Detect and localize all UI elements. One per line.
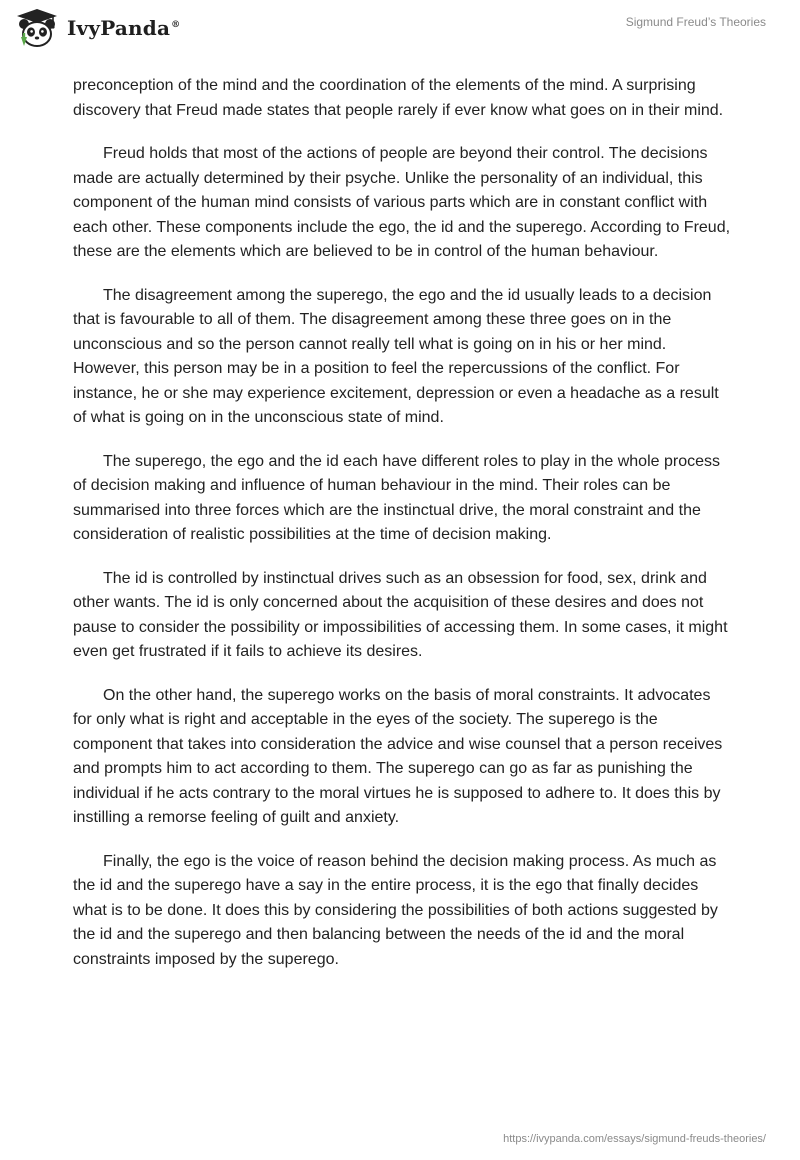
- brand-name: [67, 16, 180, 40]
- paragraph: The id is controlled by instinctual drives such as an obsession for food, sex, drink and other wants. The id is only concerned about the acquisition of these desires and does not pause to consider the possibility or impossibilities of accessing them. In some cases, it might even get frustrated if it fails to achieve its desires.: [73, 569, 728, 660]
- panda-logo-icon: [13, 7, 61, 49]
- brand-text: IvyPanda: [67, 16, 171, 40]
- essay-body: [73, 74, 733, 991]
- page-header: [0, 0, 800, 62]
- paragraph: On the other hand, the superego works on the basis of moral constraints. It advocates for only what is right and acceptable in the eyes of the society. The superego is the component that takes into consideration the advice and wise counsel that a person receives and prompts him to act according to them. The superego can go as far as punishing the individual if he acts contrary to the moral virtues he is supposed to adhere to. It does this by instilling a remorse feeling of guilt and anxiety.: [73, 686, 723, 826]
- paragraph: The disagreement among the superego, the ego and the id usually leads to a decision that is favourable to all of them. The disagreement among these three goes on in the unconscious and so the person cannot really tell what is going on in his or her mind. However, this person may be in a position to feel the repercussions of the conflict. For instance, he or she may experience excitement, depression or even a headache as a result of what is going on in the unconscious state of mind.: [73, 286, 719, 426]
- brand-logo[interactable]: [13, 7, 180, 49]
- paragraph: preconception of the mind and the coordination of the elements of the mind. A surprising discovery that Freud made states that people rarely if ever know what goes on in their mind.: [73, 77, 724, 119]
- paragraph: Finally, the ego is the voice of reason behind the decision making process. As much as the id and the superego have a say in the entire process, it is the ego that finally decides what is to be done. It does this by considering the possibilities of both actions suggested by the id and the superego and then balancing between the needs of the id and the moral constraints imposed by the superego.: [73, 852, 718, 968]
- trademark-mark: ®: [171, 20, 181, 31]
- paragraph: The superego, the ego and the id each have different roles to play in the whole process of decision making and influence of human behaviour in the mind. Their roles can be summarised into three forces which are the instinctual drive, the moral constraint and the consideration of realistic possibilities at the time of decision making.: [73, 452, 720, 543]
- document-title: Sigmund Freud’s Theories: [625, 15, 766, 29]
- paragraph: Freud holds that most of the actions of people are beyond their control. The decisions made are actually determined by their psyche. Unlike the personality of an individual, this component of the human mind consists of various parts which are in constant conflict with each other. These components include the ego, the id and the superego. According to Freud, these are the elements which are believed to be in control of the human behaviour.: [73, 145, 731, 260]
- source-url-link[interactable]: https://ivypanda.com/essays/sigmund-freuds-theories/: [503, 1133, 766, 1145]
